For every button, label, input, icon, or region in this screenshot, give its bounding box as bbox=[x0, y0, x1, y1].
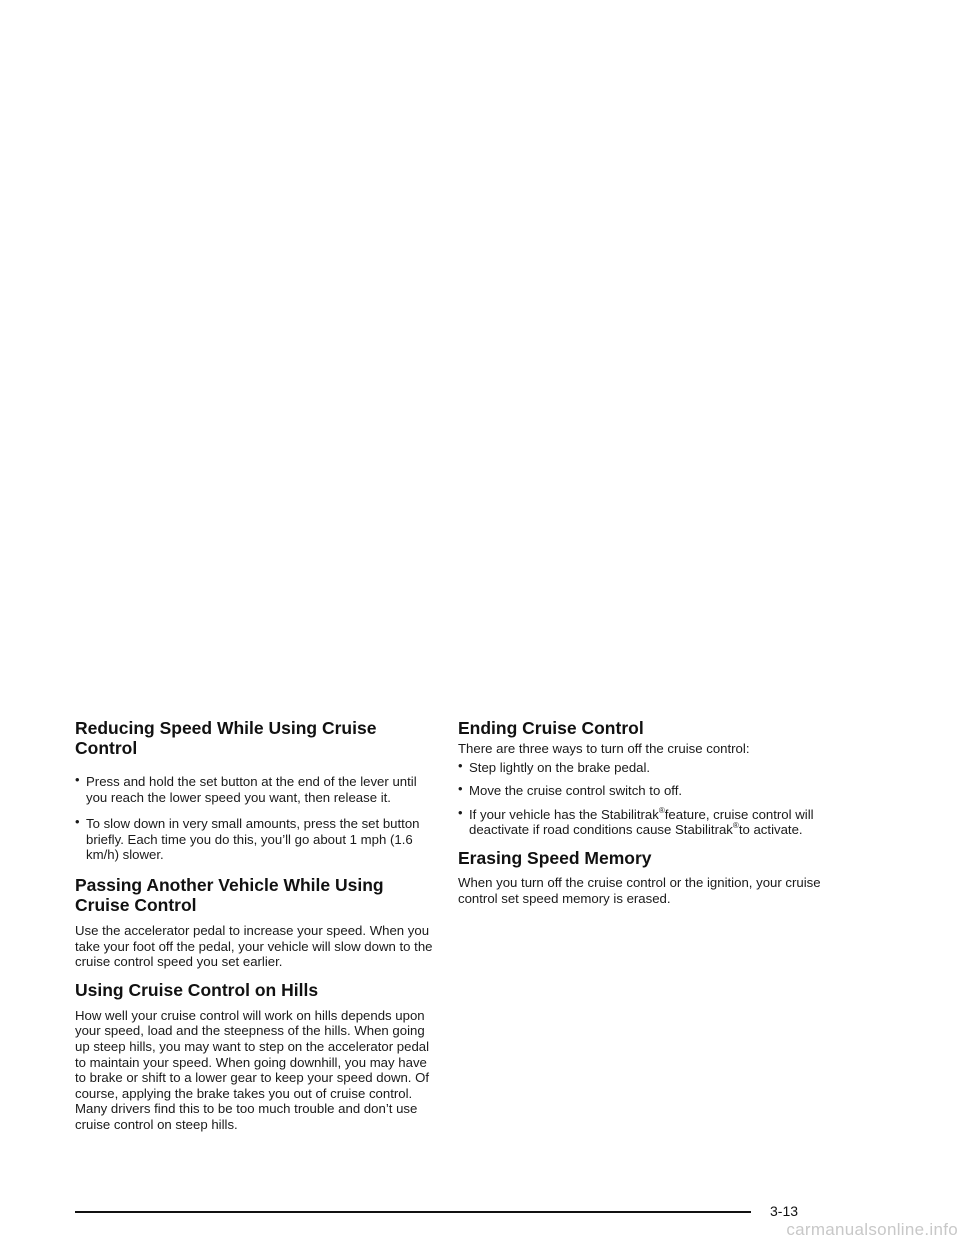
heading-ending-cruise: Ending Cruise Control bbox=[458, 718, 644, 738]
list-item: • Move the cruise control switch to off. bbox=[458, 781, 683, 799]
heading-reducing-speed: Reducing Speed While Using Cruise Control bbox=[75, 718, 377, 758]
bullet-icon: • bbox=[75, 772, 80, 787]
paragraph-erasing-memory: When you turn off the cruise control or the ignition, your cruise control set speed memory is erased. bbox=[458, 874, 821, 906]
paragraph-ending-intro: There are three ways to turn off the cruise control: bbox=[458, 741, 750, 756]
heading-cruise-hills: Using Cruise Control on Hills bbox=[75, 979, 319, 1000]
watermark-text[interactable]: carmanualsonline.info bbox=[786, 1220, 958, 1239]
section-ending-cruise bbox=[458, 718, 823, 838]
section-passing-vehicle bbox=[75, 875, 440, 970]
bullet-icon: • bbox=[458, 804, 463, 820]
right-column bbox=[458, 718, 823, 906]
heading-erasing-memory: Erasing Speed Memory bbox=[458, 847, 652, 868]
reducing-speed-list bbox=[75, 774, 440, 863]
registered-mark: ® bbox=[658, 805, 665, 815]
section-erasing-memory bbox=[458, 848, 823, 906]
bullet-icon: • bbox=[75, 814, 80, 830]
heading-passing-vehicle: Passing Another Vehicle While Using Cruise Control bbox=[75, 874, 384, 915]
left-column bbox=[75, 718, 440, 1133]
paragraph-passing-vehicle: Use the accelerator pedal to increase your speed. When you take your foot off the pedal, your vehicle will slow down to the cruise control speed you set earlier. bbox=[75, 922, 433, 970]
page-number: 3-13 bbox=[770, 1203, 799, 1219]
paragraph-cruise-hills: How well your cruise control will work on hills depends upon your speed, load and the steepness of the hills. When going up steep hills, you may want to step on the accelerator pedal to maintain your speed. When going downhill, you may have to brake or shift to a lower gear to keep your speed down. Of course, applying the brake takes you out of cruise control. Many drivers find this to be too much trouble and don’t use cruise control on steep hills. bbox=[75, 1007, 430, 1132]
section-reducing-speed bbox=[75, 718, 440, 863]
ending-cruise-list bbox=[458, 757, 823, 838]
footer-rule bbox=[75, 1211, 751, 1213]
list-item: • If your vehicle has the Stabilitrak®feature, cruise control will deactivate if road conditions cause Stabilitrak®to activate. bbox=[458, 804, 814, 838]
section-cruise-hills bbox=[75, 980, 440, 1133]
bullet-icon: • bbox=[458, 781, 463, 797]
list-item: • To slow down in very small amounts, press the set button briefly. Each time you do this, you’ll go about 1 mph (1.6 km/h) slower. bbox=[75, 814, 420, 863]
list-item: • Press and hold the set button at the end of the lever until you reach the lower speed you want, then release it. bbox=[75, 772, 417, 805]
list-item: • Step lightly on the brake pedal. bbox=[458, 757, 651, 775]
registered-mark: ® bbox=[732, 821, 739, 831]
bullet-icon: • bbox=[458, 757, 463, 773]
